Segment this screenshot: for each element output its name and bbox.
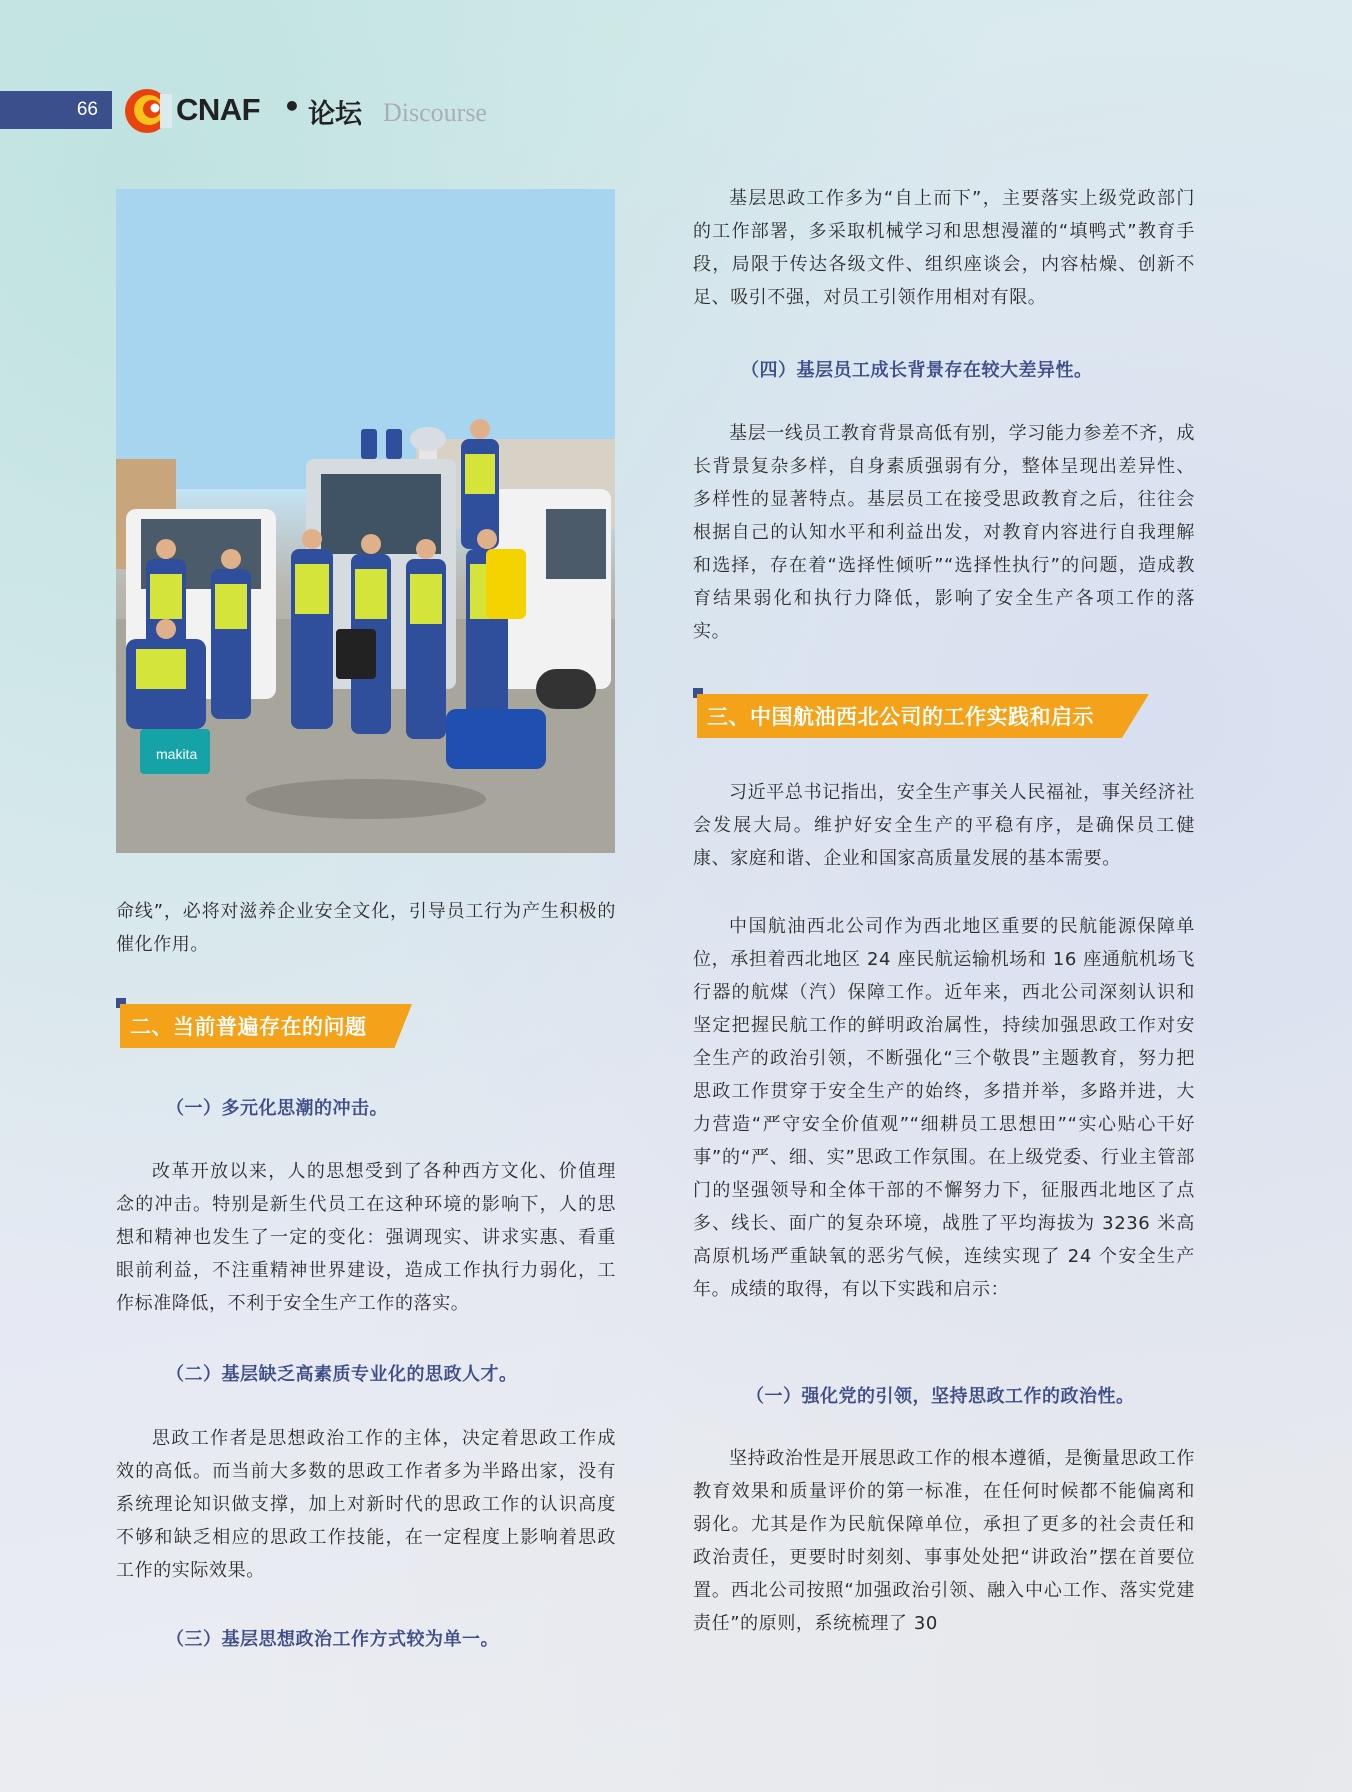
- brand-name: CNAF: [176, 92, 261, 127]
- paragraph-5: 习近平总书记指出，安全生产事关人民福祉，事关经济社会发展大局。维护好安全生产的平稳有序，是确保员工健康、家庭和谐、企业和国家高质量发展的基本需要。: [693, 782, 1195, 869]
- paragraph-4: 基层一线员工教育背景高低有别，学习能力参差不齐，成长背景复杂多样，自身素质强弱有分，整体呈现出差异性、多样性的显著特点。基层员工在接受思政教育之后，往往会根据自己的认知水平和利益出发，对教育内容进行自我理解和选择，存在着“选择性倾听”“选择性执行”的问题，造成教育结果弱化和执行力降低，影响了安全生产各项工作的落实。: [693, 423, 1195, 642]
- brand-separator: •: [283, 90, 301, 123]
- section-3-title: 三、中国航油西北公司的工作实践和启示: [707, 705, 1094, 729]
- paragraph-1: 改革开放以来，人的思想受到了各种西方文化、价值理念的冲击。特别是新生代员工在这种环境的影响下，人的思想和精神也发生了一定的变化：强调现实、讲求实惠、看重眼前利益，不注重精神世界建设，造成工作执行力弱化，工作标准降低，不利于安全生产工作的落实。: [116, 1161, 616, 1314]
- paragraph-continued: 命线”，必将对滋养企业安全文化，引导员工行为产生积极的催化作用。: [116, 901, 616, 955]
- paragraph-6: 中国航油西北公司作为西北地区重要的民航能源保障单位，承担着西北地区 24 座民航运输机场和 16 座通航机场飞行器的航煤（汽）保障工作。近年来，西北公司深刻认识和坚定把握民航工作的鲜明政治属性，持续加强思政工作对安全生产的政治引领，不断强化“三个敬畏”主题教育，努力把思政工作贯穿于安全生产的始终，多措并举，多路并进，大力营造“严守安全价值观”“细耕员工思想田”“实心贴心干好事”的“严、细、实”思政工作氛围。在上级党委、行业主管部门的坚强领导和全体干部的不懈努力下，征服西北地区了点多、线长、面广的复杂环境，战胜了平均海拔为 3236 米高高原机场严重缺氧的恶劣气候，连续实现了 24 个安全生产年。成绩的取得，有以下实践和启示：: [693, 916, 1195, 1300]
- toolbox-brand: makita: [156, 746, 198, 762]
- section-3-banner: [693, 688, 1149, 738]
- subheading-5: （一）强化党的引领，坚持思政工作的政治性。: [746, 1386, 1135, 1407]
- paragraph-3: 基层思政工作多为“自上而下”，主要落实上级党政部门的工作部署，多采取机械学习和思想漫灌的“填鸭式”教育手段，局限于传达各级文件、组织座谈会，内容枯燥、创新不足、吸引不强，对员工引领作用相对有限。: [693, 188, 1195, 308]
- subheading-4: （四）基层员工成长背景存在较大差异性。: [741, 360, 1093, 381]
- page-number-tab: [0, 91, 112, 129]
- section-name-cn: 论坛: [308, 99, 362, 130]
- section-2-banner: [116, 998, 412, 1048]
- page-number: 66: [76, 99, 98, 120]
- section-2-title: 二、当前普遍存在的问题: [130, 1015, 367, 1039]
- subheading-3: （三）基层思想政治工作方式较为单一。: [166, 1629, 499, 1650]
- section-name-en: Discourse: [383, 98, 487, 127]
- paragraph-2: 思政工作者是思想政治工作的主体，决定着思政工作成效的高低。而当前大多数的思政工作者多为半路出家，没有系统理论知识做支撑，加上对新时代的思政工作的认识高度不够和缺乏相应的思政工作技能，在一定程度上影响着思政工作的实际效果。: [116, 1428, 616, 1581]
- subheading-1: （一）多元化思潮的冲击。: [166, 1098, 388, 1119]
- subheading-2: （二）基层缺乏高素质专业化的思政人才。: [166, 1364, 518, 1385]
- paragraph-7: 坚持政治性是开展思政工作的根本遵循，是衡量思政工作教育效果和质量评价的第一标准，在任何时候都不能偏离和弱化。尤其是作为民航保障单位，承担了更多的社会责任和政治责任，更要时时刻刻、事事处处把“讲政治”摆在首要位置。西北公司按照“加强政治引领、融入中心工作、落实党建责任”的原则，系统梳理了 30: [693, 1448, 1195, 1634]
- team-photo: [116, 189, 615, 853]
- cnaf-logo-icon: [122, 86, 172, 136]
